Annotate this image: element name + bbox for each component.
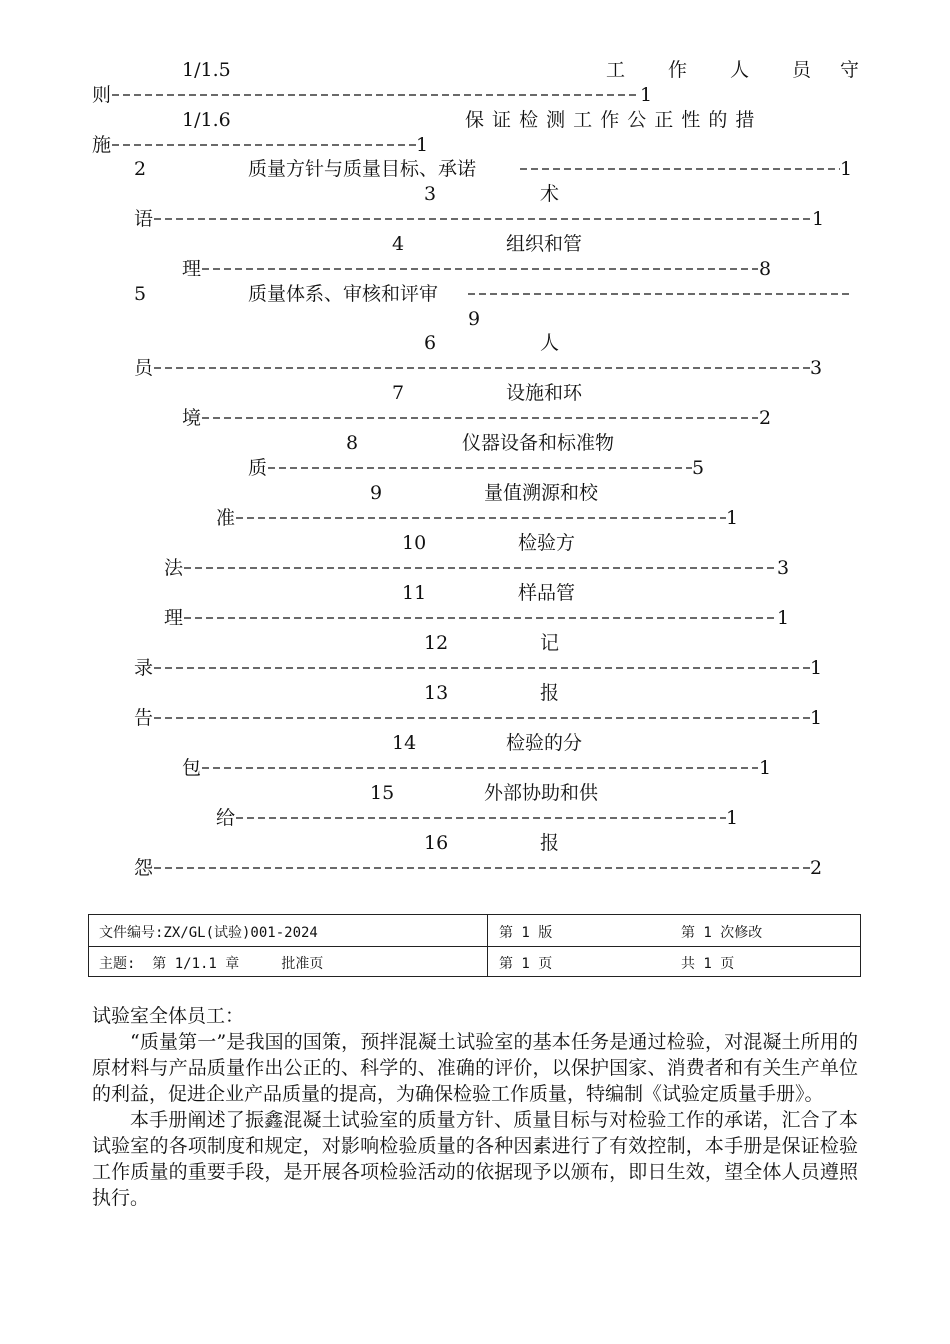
edition: 第 1 版: [499, 925, 553, 941]
toc-title: 记: [540, 632, 560, 654]
toc-num: 11: [402, 582, 427, 604]
toc-title: 仪器设备和标准物: [462, 432, 615, 454]
revision: 第 1 次修改: [681, 925, 763, 941]
toc-title: 检验方: [518, 532, 576, 554]
toc-cont: 语: [134, 208, 154, 230]
toc-leader: [154, 208, 812, 230]
toc-cont: 施: [92, 134, 112, 156]
toc-page: 1: [810, 657, 823, 679]
toc-num: 10: [402, 532, 427, 554]
toc-title: 报: [540, 832, 560, 854]
toc-title: 设施和环: [506, 382, 583, 404]
toc-leader: [184, 607, 776, 629]
toc-page: 1: [840, 158, 853, 180]
toc-page: 1: [416, 134, 429, 156]
toc-page: 2: [810, 857, 823, 879]
toc-title: 量值溯源和校: [484, 482, 599, 504]
toc-num: 9: [370, 482, 383, 504]
toc-page: 1: [640, 84, 653, 106]
toc-num: 1/1.5: [182, 59, 231, 81]
toc-leader: [236, 807, 726, 829]
toc-num: 2: [134, 158, 147, 180]
toc-title: 外部协助和供: [484, 782, 599, 804]
toc-leader: [520, 158, 840, 180]
toc-num: 15: [370, 782, 395, 804]
toc-num: 16: [424, 832, 449, 854]
toc-leader: [202, 407, 758, 429]
toc-cont: 准: [216, 507, 236, 529]
toc-cont: 告: [134, 707, 154, 729]
toc-title: 组织和管: [506, 233, 583, 255]
toc-leader: [112, 134, 416, 156]
toc-page: 3: [777, 557, 790, 579]
toc-title: 检验的分: [506, 732, 583, 754]
toc-title: 术: [540, 183, 560, 205]
toc-title: 质量方针与质量目标、承诺: [248, 158, 477, 180]
toc-cont: 质: [248, 457, 268, 479]
toc-page: 1: [726, 807, 739, 829]
toc-leader: [154, 707, 810, 729]
doc-number: 文件编号:ZX/GL(试验)001-2024: [99, 925, 318, 941]
toc-cont: 包: [182, 757, 202, 779]
toc-leader: [268, 457, 692, 479]
toc-cont: 则: [92, 84, 112, 106]
toc-page: 9: [468, 308, 481, 330]
greeting: 试验室全体员工：: [92, 1005, 245, 1027]
toc-num: 13: [424, 682, 449, 704]
toc-leader: [236, 507, 726, 529]
toc-cont: 怨: [134, 857, 154, 879]
toc-title: 报: [540, 682, 560, 704]
toc-page: 5: [692, 457, 705, 479]
toc-title: 质量体系、审核和评审: [248, 283, 439, 305]
toc-title: 人: [540, 332, 560, 354]
toc-num: 5: [134, 283, 147, 305]
toc-leader: [154, 357, 810, 379]
toc-page: 2: [759, 407, 772, 429]
toc-num: 7: [392, 382, 405, 404]
toc-leader: [202, 258, 758, 280]
document-page: 1/1.5 工 作 人 员 守 则 1 1/1.6 保 证 检 测 工 作 公 正 性 的 措 施 1 2 质量方针与质量目标、承诺 1 3 术 语 1 4 组织和管 理 8 5 质量体系、审核和评审 9 6 人 员 3 7 设施和环 境 2 8 仪器设备和标准物 质 5 9 量值溯源和校 准 1 10 检验方 法 3 11 样品管 理 1 12 记 录 1 13 报 告 1 14 检验的分 包 1 15 外部协助和供 给 1 16 报 怨 2 文件编号:ZX/GL(试验)001-2024 第 1 版 第 1 次修改 主题: 第 1/1.1 章 批准页 第 1 页 共 1 页 试验室全体员工： “质量第一”是我国的国策，预拌混凝土试验室的基本任务是通过检验，对混凝土所用的原材料与产品质量作出公正的、科学的、准确的评价，以保护国家、消费者和有关生产单位的利益，促进企业产品质量的提高，为确保检验工作质量，特编制《试验定质量手册》。 本手册阐述了振鑫混凝土试验室的质量方针、质量目标与对检验工作的承诺，汇合了本试验室的各项制度和规定，对影响检验质量的各种因素进行了有效控制，本手册是保证检验工作质量的重要手段，是开展各项检验活动的依据现予以颁布，即日生效，望全体人员遵照执行。: [0, 0, 950, 1344]
paragraph: “质量第一”是我国的国策，预拌混凝土试验室的基本任务是通过检验，对混凝土所用的原材料与产品质量作出公正的、科学的、准确的评价，以保护国家、消费者和有关生产单位的利益，促进企业产品质量的提高，为确保检验工作质量，特编制《试验定质量手册》。: [92, 1031, 858, 1105]
toc-cont: 境: [182, 407, 202, 429]
toc-page: 1: [810, 707, 823, 729]
toc-num: 14: [392, 732, 417, 754]
toc-cont: 员: [134, 357, 154, 379]
document-info-table: [88, 914, 861, 977]
paragraph: 本手册阐述了振鑫混凝土试验室的质量方针、质量目标与对检验工作的承诺，汇合了本试验室的各项制度和规定，对影响检验质量的各种因素进行了有效控制，本手册是保证检验工作质量的重要手段，是开展各项检验活动的依据现予以颁布，即日生效，望全体人员遵照执行。: [92, 1109, 858, 1209]
toc-num: 3: [424, 183, 437, 205]
toc-cont: 录: [134, 657, 154, 679]
toc-num: 4: [392, 233, 405, 255]
toc-title: 保 证 检 测 工 作 公 正 性 的 措: [465, 109, 756, 131]
toc-num: 8: [346, 432, 359, 454]
table-row: [89, 915, 860, 947]
toc-leader: [154, 657, 810, 679]
page-number: 第 1 页: [499, 956, 553, 972]
page-total: 共 1 页: [681, 956, 735, 972]
approval-body: [92, 1003, 858, 1211]
toc-cont: 法: [164, 557, 184, 579]
toc-num: 12: [424, 632, 449, 654]
toc-page: 1: [812, 208, 825, 230]
toc-leader: [154, 857, 810, 879]
toc-title: 样品管: [518, 582, 576, 604]
toc-leader: [112, 84, 640, 106]
toc-cont: 理: [182, 258, 202, 280]
toc-page: 1: [726, 507, 739, 529]
table-row: [89, 946, 860, 977]
toc-leader: [184, 557, 776, 579]
subject: 主题: 第 1/1.1 章 批准页: [99, 956, 324, 972]
toc-num: 6: [424, 332, 437, 354]
toc-page: 3: [810, 357, 823, 379]
toc-num: 1/1.6: [182, 109, 231, 131]
toc-cont: 理: [164, 607, 184, 629]
toc-page: 1: [759, 757, 772, 779]
toc-leader: [202, 757, 758, 779]
toc-leader: [468, 283, 850, 305]
toc-page: 1: [777, 607, 790, 629]
toc-cont: 给: [216, 807, 236, 829]
toc-page: 8: [759, 258, 772, 280]
